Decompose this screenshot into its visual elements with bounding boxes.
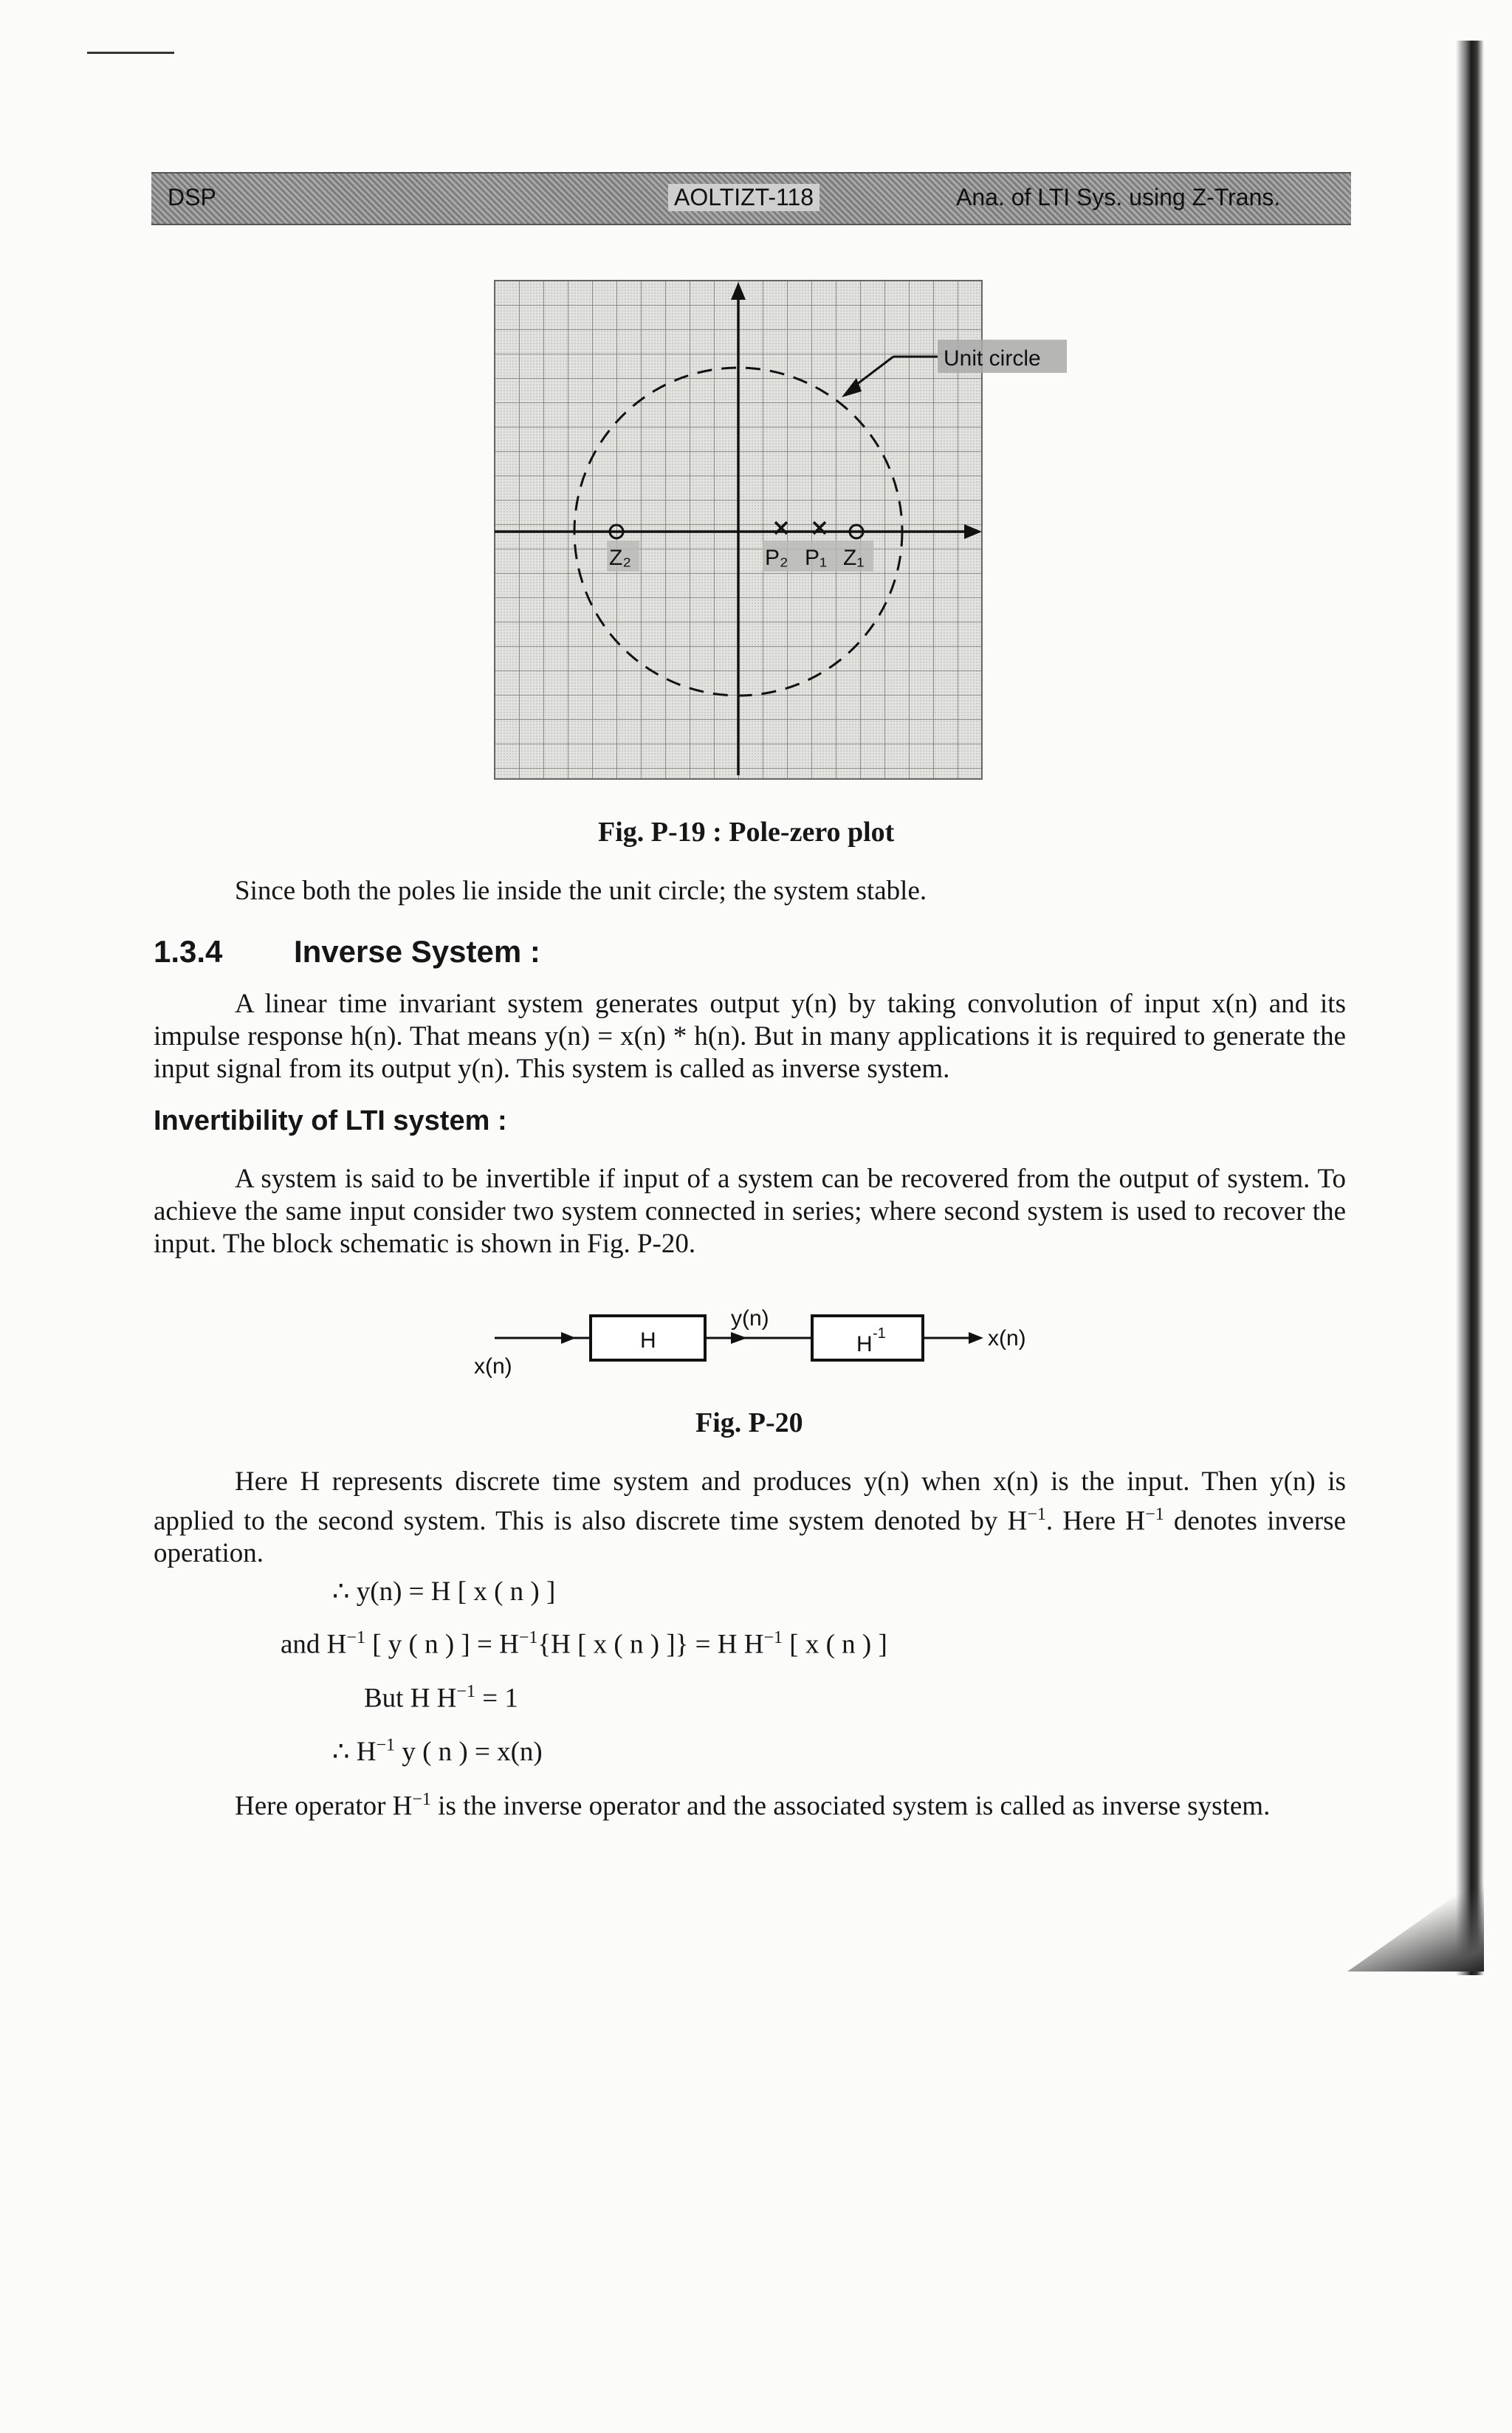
eq2-mid: [ y ( n ) ] = H (365, 1629, 519, 1660)
eq2-sup3: −1 (763, 1628, 783, 1647)
header-left: DSP (168, 184, 216, 210)
linear-paragraph: A linear time invariant system generates output y(n) by taking convolution of input x(n) and its impulse response h(n). That means y(n) = x(n) * h(n). But in many applications it is required to generate the input signal from its output y(n). This system is called as inverse system. (154, 989, 1346, 1084)
eq3-prefix: But H H (364, 1683, 457, 1714)
middle-label: y(n) (731, 1306, 769, 1331)
figure-p19-caption: Fig. P-19 : Pole-zero plot (598, 817, 895, 848)
unit-circle-label: Unit circle (944, 346, 1041, 371)
top-rule (87, 52, 174, 54)
subsection-title: Invertibility of LTI system : (154, 1105, 507, 1136)
description-sup2: −1 (1145, 1505, 1164, 1524)
p2-label: P₂ (765, 546, 788, 570)
input-label: x(n) (474, 1354, 512, 1379)
equation-1: ∴ y(n) = H [ x ( n ) ] (332, 1576, 556, 1607)
p1-label: P₁ (805, 546, 828, 570)
eq4-end: y ( n ) = x(n) (395, 1737, 543, 1767)
description-part2: . Here H (1045, 1506, 1146, 1537)
invertibility-paragraph: A system is said to be invertible if input of a system can be recovered from the output of system. To achieve the same input consider two system connected in series; where second system is used to recover the input. The block schematic is shown in Fig. P-20. (154, 1164, 1346, 1259)
operator-part1: Here operator H (235, 1791, 413, 1822)
eq2-sup2: −1 (518, 1628, 538, 1647)
eq3-sup: −1 (456, 1682, 475, 1701)
header-right: Ana. of LTI Sys. using Z-Trans. (956, 184, 1281, 210)
block-h-inverse-label: H (856, 1332, 873, 1356)
running-header (151, 172, 1351, 225)
z2-label: Z₂ (609, 546, 631, 570)
eq3-end: = 1 (475, 1683, 518, 1714)
eq2-sup1: −1 (346, 1628, 365, 1647)
page-binding-shadow-foot (1347, 1876, 1484, 1972)
eq2-prefix: and H (281, 1629, 347, 1660)
eq2-end: [ x ( n ) ] (783, 1629, 887, 1660)
block-h-label: H (640, 1328, 656, 1353)
stability-text: Since both the poles lie inside the unit circle; the system stable. (235, 876, 927, 906)
page-binding-shadow (1456, 41, 1484, 1975)
section-number: 1.3.4 (154, 934, 223, 969)
section-title: Inverse System : (294, 934, 540, 969)
figure-p20-caption: Fig. P-20 (695, 1407, 803, 1438)
operator-part2: is the inverse operator and the associated system is called as inverse system. (430, 1791, 1271, 1822)
output-label: x(n) (988, 1326, 1026, 1351)
block-h-inverse-superscript: -1 (873, 1325, 886, 1342)
description-part3: denotes inverse operation. (154, 1506, 1347, 1569)
operator-paragraph (154, 1783, 1346, 1822)
output-arrow (969, 1332, 983, 1344)
eq4-prefix: ∴ H (332, 1737, 377, 1767)
pole-zero-plot (495, 281, 1041, 779)
header-center: AOLTIZT-118 (668, 184, 819, 211)
description-part1: Here H represents discrete time system and produces y(n) when x(n) is the input. Then y(n) is applied to the second system. This is also discrete time system denoted by H (154, 1466, 1346, 1537)
block-diagram (465, 1300, 1056, 1381)
equation-2 (281, 1628, 887, 1660)
operator-sup: −1 (412, 1790, 431, 1809)
middle-arrow (731, 1332, 747, 1344)
equation-4 (332, 1735, 543, 1768)
eq2-mid2: {H [ x ( n ) ]} = H H (537, 1629, 764, 1660)
description-paragraph (154, 1466, 1346, 1570)
description-sup1: −1 (1027, 1505, 1046, 1524)
input-arrow (561, 1332, 576, 1344)
equation-3 (364, 1682, 518, 1714)
z1-label: Z₁ (843, 546, 865, 570)
eq4-sup: −1 (376, 1735, 396, 1755)
